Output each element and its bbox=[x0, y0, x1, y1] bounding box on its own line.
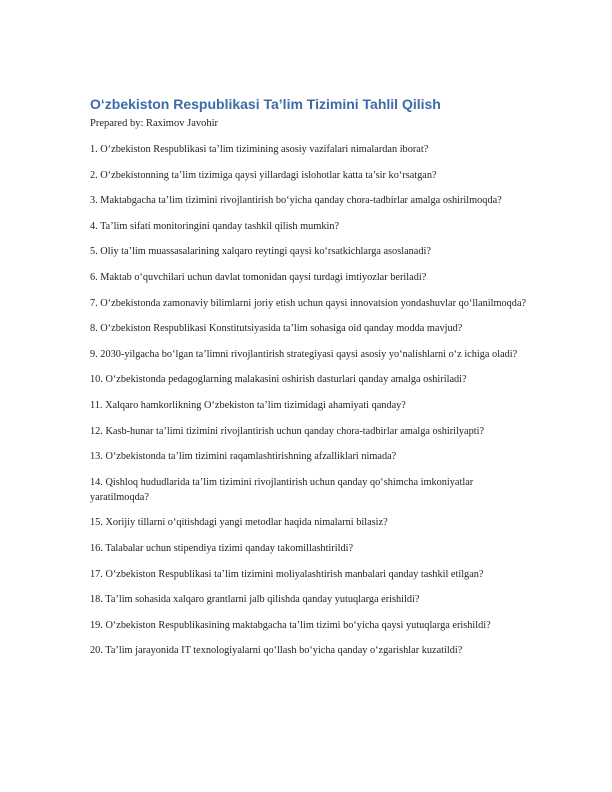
question-item: 19. O‘zbekiston Respublikasining maktabgacha ta’lim tizimi bo‘yicha qaysi yutuqlarga erishildi? bbox=[90, 619, 491, 631]
question-item: 11. Xalqaro hamkorlikning O‘zbekiston ta’lim tizimidagi ahamiyati qanday? bbox=[90, 399, 406, 411]
question-item: 14. Qishloq hududlarida ta’lim tizimini rivojlantirish uchun qanday qo‘shimcha imkoniyatlar yaratilmoqda? bbox=[90, 476, 474, 503]
question-item: 18. Ta’lim sohasida xalqaro grantlarni jalb qilishda qanday yutuqlarga erishildi? bbox=[90, 594, 420, 606]
question-item: 17. O‘zbekiston Respublikasi ta’lim tizimini moliyalashtirish manbalari qanday tashkil etilgan? bbox=[90, 568, 484, 580]
question-item: 2. O‘zbekistonning ta’lim tizimiga qaysi yillardagi islohotlar katta ta’sir ko‘rsatgan? bbox=[90, 169, 437, 181]
question-item: 7. O‘zbekistonda zamonaviy bilimlarni joriy etish uchun qaysi innovatsion yondashuvlar qo‘llanilmoqda? bbox=[90, 297, 527, 309]
question-item: 13. O‘zbekistonda ta’lim tizimini raqamlashtirishning afzalliklari nimada? bbox=[90, 451, 397, 463]
question-list bbox=[90, 142, 530, 658]
question-item: 20. Ta’lim jarayonida IT texnologiyalarni qo‘llash bo‘yicha qanday o‘zgarishlar kuzatildi? bbox=[90, 645, 463, 657]
question-item: 12. Kasb-hunar ta’limi tizimini rivojlantirish uchun qanday chora-tadbirlar amalga oshirilyapti? bbox=[90, 425, 485, 437]
question-item: 9. 2030-yilgacha bo‘lgan ta’limni rivojlantirish strategiyasi qaysi asosiy yo‘nalishlarni o‘z ichiga oladi? bbox=[90, 348, 518, 360]
question-item: 15. Xorijiy tillarni o‘qitishdagi yangi metodlar haqida nimalarni bilasiz? bbox=[90, 517, 388, 529]
question-item: 6. Maktab o‘quvchilari uchun davlat tomonidan qaysi turdagi imtiyozlar beriladi? bbox=[90, 271, 427, 283]
question-item: 16. Talabalar uchun stipendiya tizimi qanday takomillashtirildi? bbox=[90, 542, 354, 554]
question-item: 10. O‘zbekistonda pedagoglarning malakasini oshirish dasturlari qanday amalga oshiriladi? bbox=[90, 374, 467, 386]
document-title: O‘zbekiston Respublikasi Ta’lim Tizimini Tahlil Qilish bbox=[90, 96, 441, 112]
question-item: 8. O‘zbekiston Respublikasi Konstitutsiyasida ta’lim sohasiga oid qanday modda mavjud? bbox=[90, 323, 463, 335]
question-item: 3. Maktabgacha ta’lim tizimini rivojlantirish bo‘yicha qanday chora-tadbirlar amalga oshirilmoqda? bbox=[90, 195, 502, 207]
question-item: 1. O‘zbekiston Respublikasi ta’lim tizimining asosiy vazifalari nimalardan iborat? bbox=[90, 144, 429, 155]
question-item: 4. Ta’lim sifati monitoringini qanday tashkil qilish mumkin? bbox=[90, 220, 340, 232]
author-line: Prepared by: Raximov Javohir bbox=[90, 118, 219, 129]
document-page bbox=[90, 96, 530, 669]
question-item: 5. Oliy ta’lim muassasalarining xalqaro reytingi qaysi ko‘rsatkichlarga asoslanadi? bbox=[90, 246, 431, 258]
